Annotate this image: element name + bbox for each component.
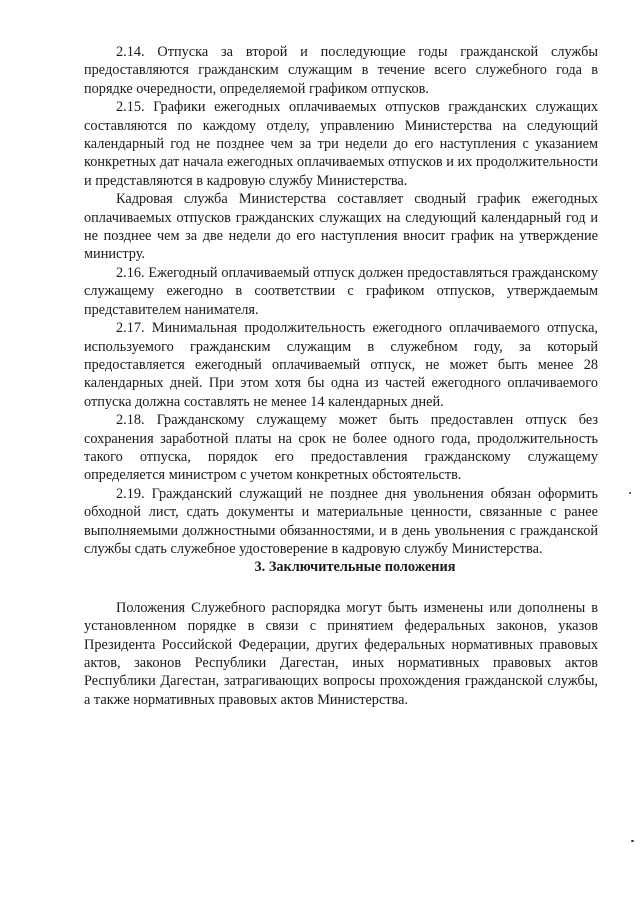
scan-speck bbox=[631, 840, 634, 842]
paragraph-2-14: 2.14. Отпуска за второй и последующие годы гражданской службы предоставляются гражданским служащим в течение всего служебного года в порядке очередности, определяемой графиком отпусков. bbox=[84, 44, 598, 97]
paragraph-2-15: 2.15. Графики ежегодных оплачиваемых отпусков гражданских служащих составляются по каждому отделу, управлению Министерства на следующий календарный год не позднее чем за три недели до его наступления с указанием конкретных дат начала ежегодных оплачиваемых отпусков и их продолжительности и представляются в кадровую службу Министерства. bbox=[84, 99, 598, 189]
section-spacer bbox=[84, 577, 598, 599]
document-page bbox=[84, 43, 598, 709]
paragraph-2-16: 2.16. Ежегодный оплачиваемый отпуск должен предоставляться гражданскому служащему ежегодно в соответствии с графиком отпусков, утверждаемым представителем нанимателя. bbox=[84, 264, 598, 318]
scan-speck bbox=[629, 492, 631, 494]
section-3-heading: 3. Заключительные положения bbox=[254, 559, 456, 576]
paragraph-2-17: 2.17. Минимальная продолжительность ежегодного оплачиваемого отпуска, используемого гражданским служащим в служебном году, за который предоставляется ежегодный оплачиваемый отпуск, не может быть менее 28 календарных дней. При этом хотя бы одна из частей ежегодного оплачиваемого отпуска должна составлять не менее 14 календарных дней. bbox=[84, 320, 598, 410]
paragraph-2-18: 2.18. Гражданскому служащему может быть предоставлен отпуск без сохранения заработной платы на срок не более одного года, продолжительность такого отпуска, порядок его предоставления гражданскому служащему определяется министром с учетом конкретных обстоятельств. bbox=[84, 412, 598, 484]
paragraph-2-15-hr-schedule: Кадровая служба Министерства составляет сводный график ежегодных оплачиваемых отпусков гражданских служащих на следующий календарный год и не позднее чем за две недели до его наступления вносит график на утверждение министру. bbox=[84, 191, 598, 263]
paragraph-final-provisions: Положения Служебного распорядка могут быть изменены или дополнены в установленном порядке в связи с принятием федеральных законов, указов Президента Российской Федерации, других федеральных нормативных правовых актов, законов Республики Дагестан, иных нормативных правовых актов Республики Дагестан, затрагивающих вопросы прохождения гражданской службы, а также нормативных правовых актов Министерства. bbox=[84, 599, 598, 708]
paragraph-2-19: 2.19. Гражданский служащий не позднее дня увольнения обязан оформить обходной лист, сдать документы и материальные ценности, связанные с ранее выполняемыми должностными обязанностями, и в день увольнения с гражданской службы сдать служебное удостоверение в кадровую службу Министерства. bbox=[84, 485, 598, 557]
